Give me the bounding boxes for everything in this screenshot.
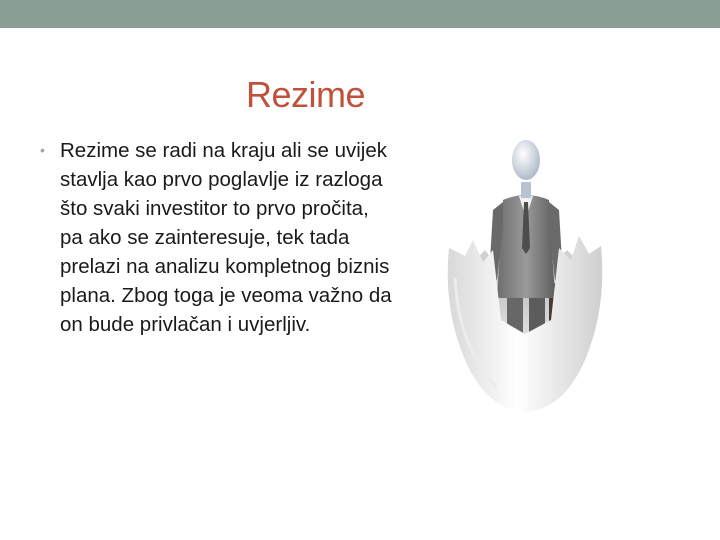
businessman-in-eggshell-icon <box>445 138 605 416</box>
slide-title: Rezime <box>246 74 366 115</box>
bullet-icon: • <box>40 142 45 158</box>
bullet-list <box>40 136 400 339</box>
list-item <box>40 136 400 339</box>
top-bar <box>0 0 720 28</box>
bullet-text: Rezime se radi na kraju ali se uvijek stavlja kao prvo poglavlje iz razloga što svaki investitor to prvo pročita, pa ako se zainteresuje, tek tada prelazi na analizu kompletnog biznis plana. Zbog toga je veoma važno da on bude privlačan i uvjerljiv. <box>60 139 392 336</box>
